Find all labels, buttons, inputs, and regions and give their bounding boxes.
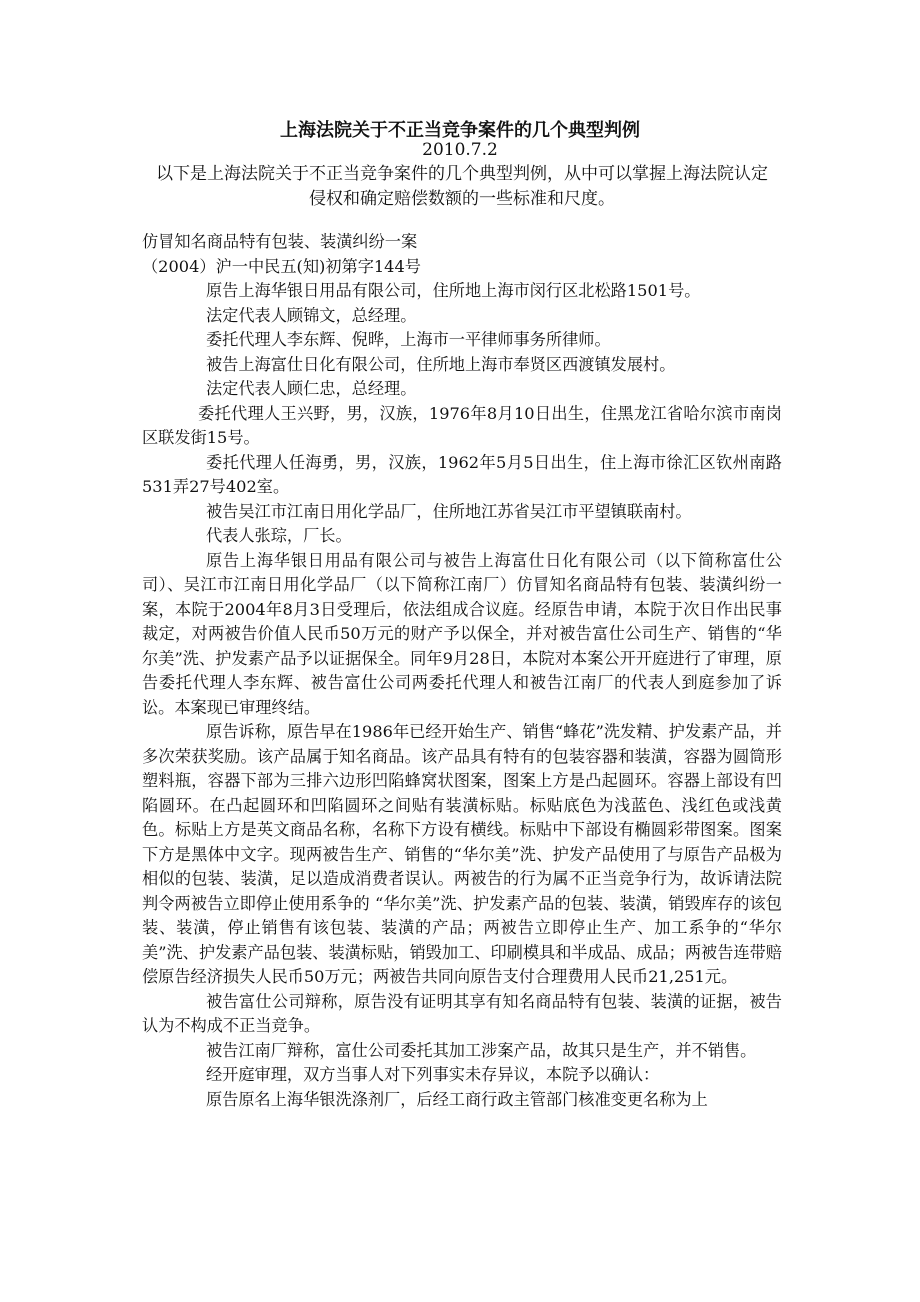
intro-paragraph: 以下是上海法院关于不正当竞争案件的几个典型判例，从中可以掌握上海法院认定侵权和确定赔偿数额的一些标准和尺度。 bbox=[156, 164, 768, 209]
case-title: 仿冒知名商品特有包装、装潢纠纷一案 bbox=[142, 232, 418, 251]
case-number: （2004）沪一中民五(知)初第字144号 bbox=[142, 256, 421, 276]
paragraph: 委托代理人王兴野，男，汉族，1976年8月10日出生，住黑龙江省哈尔滨市南岗区联发街15号。 bbox=[142, 403, 782, 447]
paragraph: 法定代表人顾锦文，总经理。 bbox=[206, 305, 417, 325]
paragraph: 代表人张琮，厂长。 bbox=[206, 526, 352, 545]
paragraph: 被告吴江市江南日用化学品厂，住所地江苏省吴江市平望镇联南村。 bbox=[206, 501, 692, 521]
paragraph: 原告诉称，原告早在1986年已经开始生产、销售“蜂花”洗发精、护发素产品，并多次荣获奖励。该产品属于知名商品。该产品具有特有的包装容器和装潢，容器为圆筒形塑料瓶，容器下部为三排六边形凹陷蜂窝状图案，图案上方是凸起圆环。容器上部设有凹陷圆环。在凸起圆环和凹陷圆环之间贴有装潢标贴。标贴底色为浅蓝色、浅红色或浅黄色。标贴上方是英文商品名称，名称下方设有横线。标贴中下部设有椭圆彩带图案。图案下方是黑体中文字。现两被告生产、销售的“华尔美”洗、护发产品使用了与原告产品极为相似的包装、装潢，足以造成消费者误认。两被告的行为属不正当竞争行为，故诉请法院判令两被告立即停止使用系争的 “华尔美”洗、护发素产品的包装、装潢，销毁库存的该包装、装潢，停止销售有该包装、装潢的产品；两被告立即停止生产、加工系争的“华尔美”洗、护发素产品包装、装潢标贴，销毁加工、印刷模具和半成品、成品；两被告连带赔偿原告经济损失人民币50万元；两被告共同向原告支付合理费用人民币21,251元。 bbox=[142, 722, 782, 986]
paragraph: 委托代理人任海勇，男，汉族，1962年5月5日出生，住上海市徐汇区钦州南路531弄27号402室。 bbox=[142, 452, 782, 496]
paragraph: 原告上海华银日用品有限公司，住所地上海市闵行区北松路1501号。 bbox=[206, 281, 701, 300]
paragraph: 经开庭审理，双方当事人对下列事实未存异议，本院予以确认： bbox=[206, 1065, 660, 1084]
paragraph: 法定代表人顾仁忠，总经理。 bbox=[206, 379, 417, 398]
document-date: 2010.7.2 bbox=[422, 140, 498, 160]
document-body bbox=[142, 230, 782, 1112]
document-title: 上海法院关于不正当竞争案件的几个典型判例 bbox=[280, 120, 640, 141]
paragraph: 委托代理人李东辉、倪晔，上海市一平律师事务所律师。 bbox=[206, 330, 611, 349]
paragraph: 原告上海华银日用品有限公司与被告上海富仕日化有限公司（以下简称富仕公司）、吴江市江南日用化学品厂（以下简称江南厂）仿冒知名商品特有包装、装潢纠纷一案，本院于2004年8月3日受理后，依法组成合议庭。经原告申请，本院于次日作出民事裁定，对两被告价值人民币50万元的财产予以保全，并对被告富仕公司生产、销售的“华尔美”洗、护发素产品予以证据保全。同年9月28日，本院对本案公开开庭进行了审理，原告委托代理人李东辉、被告富仕公司两委托代理人和被告江南厂的代表人到庭参加了诉讼。本案现已审理终结。 bbox=[142, 550, 782, 717]
paragraph: 被告上海富仕日化有限公司，住所地上海市奉贤区西渡镇发展村。 bbox=[206, 354, 676, 374]
paragraph: 原告原名上海华银洗涤剂厂，后经工商行政主管部门核准变更名称为上 bbox=[206, 1089, 708, 1109]
paragraph: 被告富仕公司辩称，原告没有证明其享有知名商品特有包装、装潢的证据，被告认为不构成不正当竞争。 bbox=[142, 991, 782, 1035]
paragraph: 被告江南厂辩称，富仕公司委托其加工涉案产品，故其只是生产，并不销售。 bbox=[206, 1040, 757, 1060]
